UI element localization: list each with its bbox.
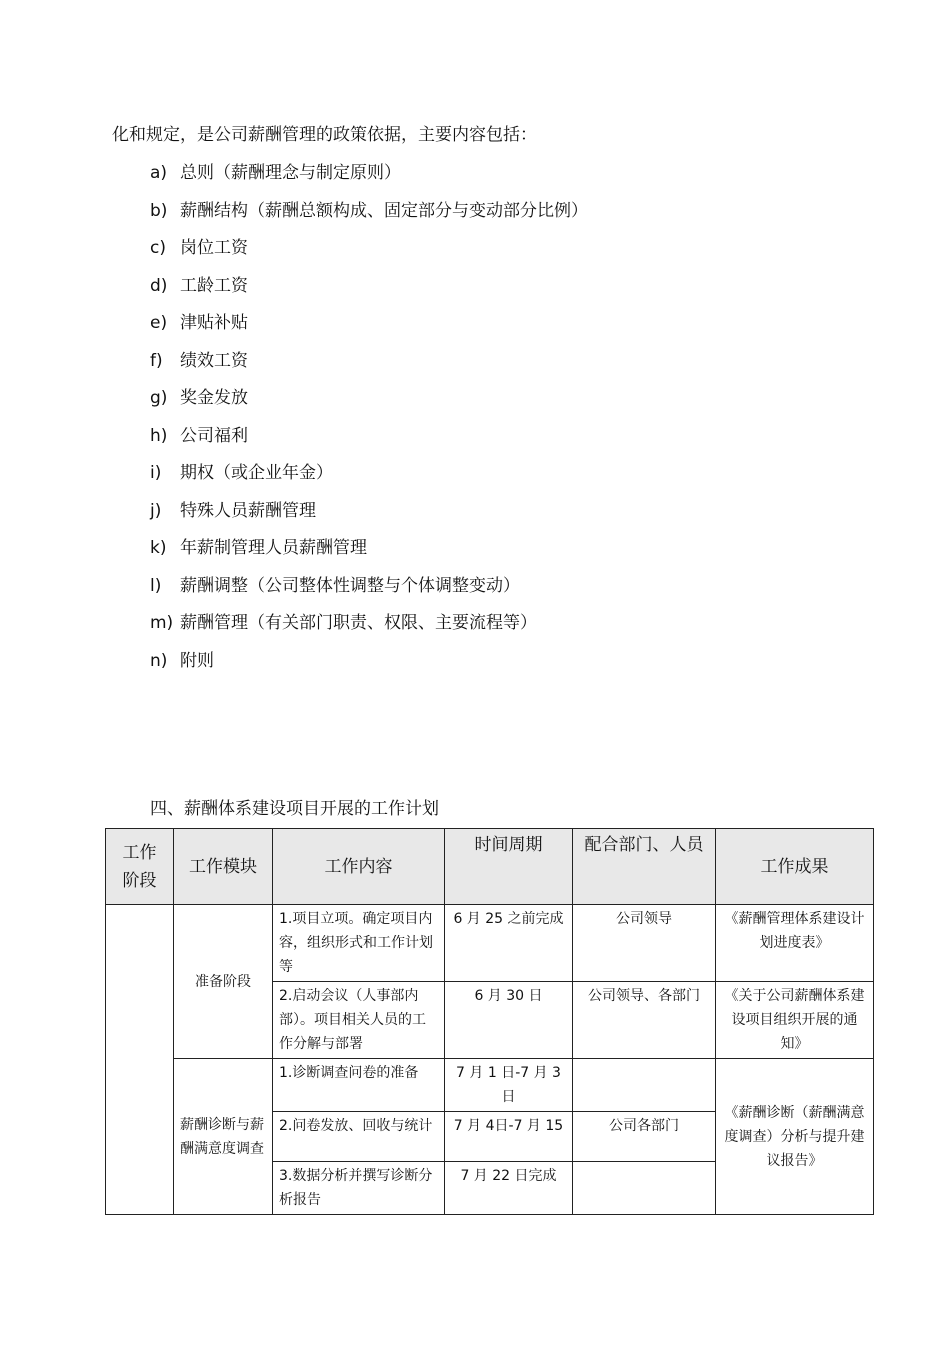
list-item (150, 424, 248, 448)
list-marker: f) (150, 350, 163, 371)
list-text: 年薪制管理人员薪酬管理 (180, 538, 367, 558)
list-text: 薪酬调整（公司整体性调整与个体调整变动） (180, 575, 520, 596)
content-cell: 1.项目立项。确定项目内容，组织形式和工作计划等 (273, 905, 445, 982)
content-cell: 3.数据分析并撰写诊断分析报告 (273, 1162, 445, 1215)
table-row (106, 905, 874, 982)
header-stage (106, 829, 174, 905)
list-marker: b) (150, 200, 168, 221)
list-item (150, 274, 248, 298)
list-marker: c) (150, 238, 166, 258)
list-item (150, 574, 520, 598)
list-text: 期权（或企业年金） (180, 463, 333, 483)
header-stage-line1: 工作 (122, 842, 157, 863)
list-item (150, 461, 333, 485)
result-cell: 《薪酬管理体系建设计划进度表》 (716, 905, 874, 982)
period-cell: 7 月 1 日-7 月 3 日 (445, 1059, 573, 1112)
header-result: 工作成果 (716, 829, 874, 905)
list-marker: i) (150, 463, 162, 483)
section-title: 四、薪酬体系建设项目开展的工作计划 (150, 799, 439, 819)
list-marker: h) (150, 425, 168, 446)
content-cell: 2.启动会议（人事部内部）。项目相关人员的工作分解与部署 (273, 982, 445, 1059)
header-dept: 配合部门、人员 (573, 829, 716, 905)
list-marker: a) (150, 163, 168, 183)
list-marker: n) (150, 650, 168, 671)
list-text: 薪酬管理（有关部门职责、权限、主要流程等） (180, 613, 537, 633)
stage-cell (106, 905, 174, 1215)
result-cell: 《关于公司薪酬体系建设项目组织开展的通知》 (716, 982, 874, 1059)
list-text: 薪酬结构（薪酬总额构成、固定部分与变动部分比例） (180, 200, 588, 221)
list-item (150, 649, 214, 673)
dept-cell: 公司各部门 (573, 1112, 716, 1162)
list-item (150, 161, 401, 185)
list-marker: e) (150, 313, 168, 333)
list-item (150, 311, 248, 335)
list-text: 公司福利 (180, 425, 248, 446)
period-cell: 6 月 25 之前完成 (445, 905, 573, 982)
list-item (150, 536, 367, 560)
header-module: 工作模块 (174, 829, 273, 905)
list-text: 津贴补贴 (180, 313, 248, 333)
list-marker: l) (150, 575, 162, 596)
period-cell: 7 月 22 日完成 (445, 1162, 573, 1215)
dept-cell: 公司领导 (573, 905, 716, 982)
list-item (150, 386, 248, 410)
list-marker: g) (150, 388, 168, 408)
header-content: 工作内容 (273, 829, 445, 905)
list-marker: m) (150, 613, 174, 633)
list-item (150, 199, 588, 223)
list-text: 附则 (180, 650, 214, 671)
list-item (150, 349, 248, 373)
list-item (150, 499, 316, 523)
list-text: 总则（薪酬理念与制定原则） (180, 163, 401, 183)
period-cell: 7 月 4日-7 月 15 (445, 1112, 573, 1162)
header-period: 时间周期 (445, 829, 573, 905)
list-text: 岗位工资 (180, 238, 248, 258)
list-item (150, 611, 537, 635)
list-item (150, 236, 248, 260)
list-text: 奖金发放 (180, 388, 248, 408)
result-cell: 《薪酬诊断（薪酬满意度调查）分析与提升建议报告》 (716, 1059, 874, 1215)
dept-cell: 公司领导、各部门 (573, 982, 716, 1059)
dept-cell (573, 1059, 716, 1112)
table-header-row (106, 829, 874, 905)
intro-paragraph: 化和规定，是公司薪酬管理的政策依据，主要内容包括： (112, 125, 537, 145)
list-text: 工龄工资 (180, 275, 248, 296)
list-marker: j) (150, 500, 162, 521)
list-text: 绩效工资 (180, 350, 248, 371)
content-cell: 2.问卷发放、回收与统计 (273, 1112, 445, 1162)
list-marker: d) (150, 275, 168, 296)
dept-cell (573, 1162, 716, 1215)
period-cell: 6 月 30 日 (445, 982, 573, 1059)
module-cell: 薪酬诊断与薪酬满意度调查 (174, 1059, 273, 1215)
list-marker: k) (150, 538, 167, 558)
content-cell: 1.诊断调查问卷的准备 (273, 1059, 445, 1112)
list-text: 特殊人员薪酬管理 (180, 500, 316, 521)
module-cell: 准备阶段 (174, 905, 273, 1059)
header-stage-line2: 阶段 (122, 870, 157, 891)
work-plan-table (105, 828, 874, 1215)
table-row (106, 1059, 874, 1112)
